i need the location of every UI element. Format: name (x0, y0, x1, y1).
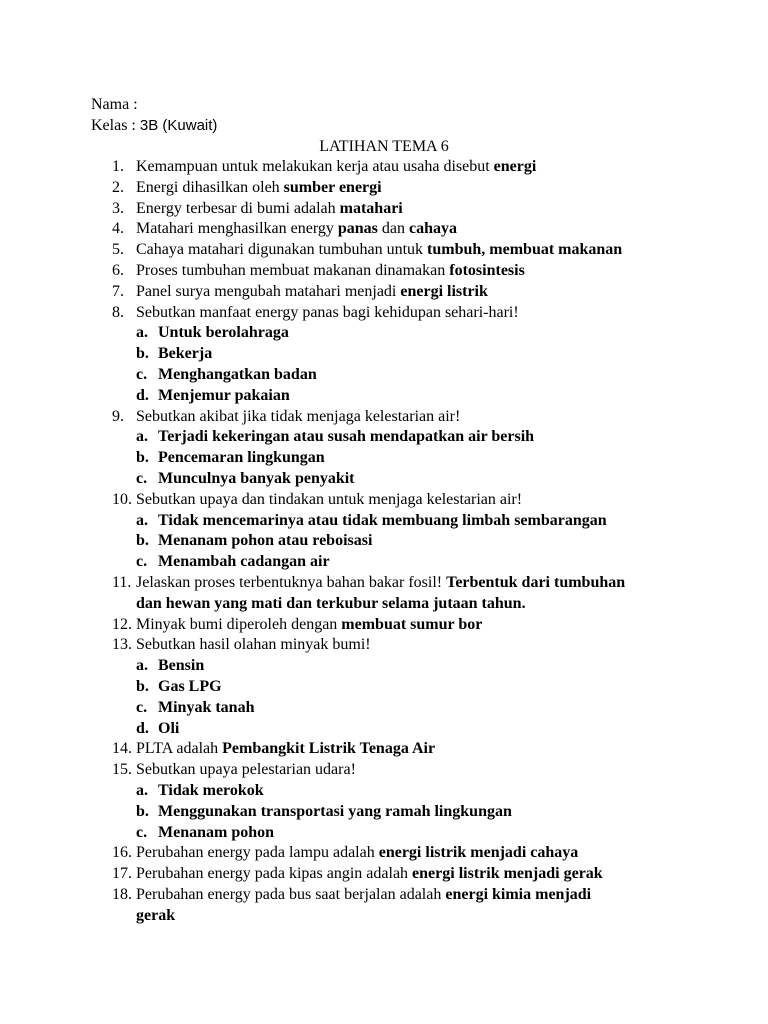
answer-option (0, 323, 768, 344)
question-number: 14. (112, 740, 132, 758)
question-answer-continued: gerak (136, 906, 176, 924)
question-number: 5. (112, 241, 124, 259)
option-letter: c. (136, 553, 148, 571)
answer-option (0, 386, 768, 407)
option-letter: b. (136, 532, 149, 550)
question-number: 13. (112, 636, 132, 654)
question-prompt: Matahari menghasilkan energy (136, 220, 338, 238)
question-text: Sebutkan upaya pelestarian udara! (136, 761, 356, 779)
option-letter: b. (136, 677, 149, 695)
question-text: Sebutkan upaya dan tindakan untuk menjaga kelestarian air! (136, 490, 523, 508)
kelas-label: Kelas : (91, 117, 140, 134)
option-text: Menambah cadangan air (158, 553, 330, 571)
question-number: 2. (112, 178, 124, 196)
option-text: Menjemur pakaian (158, 386, 290, 404)
question-11 (0, 573, 768, 615)
question-8 (0, 303, 768, 324)
question-text: Sebutkan manfaat energy panas bagi kehidupan sehari-hari! (136, 303, 519, 321)
question-answer: Pembangkit Listrik Tenaga Air (222, 740, 436, 758)
question-text (136, 573, 625, 594)
question-text (136, 885, 591, 906)
question-16 (0, 843, 768, 864)
question-number: 3. (112, 199, 124, 217)
question-prompt: Kemampuan untuk melakukan kerja atau usaha disebut (136, 158, 494, 175)
question-prompt: Perubahan energy pada lampu adalah (136, 844, 379, 862)
question-number: 7. (112, 282, 124, 300)
question-answer: tumbuh, membuat makanan (427, 241, 623, 259)
option-letter: b. (136, 802, 149, 820)
option-letter: a. (136, 781, 148, 799)
question-prompt: Perubahan energy pada bus saat berjalan adalah (136, 885, 446, 903)
option-letter: d. (136, 386, 149, 404)
question-2 (0, 178, 768, 199)
option-text: Bensin (158, 657, 205, 675)
question-prompt: Minyak bumi diperoleh dengan (136, 615, 342, 633)
question-number: 6. (112, 261, 124, 279)
option-letter: d. (136, 719, 149, 737)
question-answer-2: cahaya (409, 220, 457, 238)
question-answer: Terbentuk dari tumbuhan (446, 573, 626, 591)
question-prompt: Panel surya mengubah matahari menjadi (136, 282, 401, 300)
question-number: 10. (112, 490, 132, 508)
question-6 (0, 261, 768, 282)
question-answer: panas (337, 220, 378, 238)
answer-option (0, 677, 768, 698)
option-text: Tidak merokok (158, 781, 264, 799)
question-text (136, 261, 525, 282)
question-prompt: Perubahan energy pada kipas angin adalah (136, 865, 413, 883)
worksheet-title: LATIHAN TEMA 6 (319, 138, 449, 155)
question-text (136, 240, 622, 261)
question-17 (0, 864, 768, 885)
question-answer: energi kimia menjadi (445, 885, 592, 903)
option-text: Menanam pohon atau reboisasi (158, 532, 373, 550)
question-9 (0, 407, 768, 428)
question-3 (0, 199, 768, 220)
question-prompt: Proses tumbuhan membuat makanan dinamakan (136, 261, 450, 279)
answer-option (0, 469, 768, 490)
question-text (136, 219, 457, 240)
question-prompt: Cahaya matahari digunakan tumbuhan untuk (136, 241, 428, 259)
question-15 (0, 760, 768, 781)
option-letter: a. (136, 428, 148, 446)
question-number: 15. (112, 761, 132, 779)
answer-option (0, 365, 768, 386)
option-letter: c. (136, 365, 148, 383)
answer-option (0, 448, 768, 469)
question-answer-continued: dan hewan yang mati dan terkubur selama jutaan tahun. (136, 594, 526, 612)
question-answer: membuat sumur bor (341, 615, 483, 633)
option-text: Untuk berolahraga (158, 324, 289, 342)
question-number: 18. (112, 885, 132, 903)
question-14 (0, 739, 768, 760)
question-list (0, 157, 768, 926)
question-1 (0, 157, 768, 178)
option-text: Gas LPG (158, 677, 222, 695)
question-12 (0, 615, 768, 636)
question-prompt: Jelaskan proses terbentuknya bahan bakar fosil! (136, 573, 447, 591)
question-number: 8. (112, 303, 124, 321)
question-number: 1. (112, 158, 124, 175)
answer-option (0, 698, 768, 719)
option-text: Oli (158, 719, 180, 737)
kelas-value: 3B (Kuwait) (139, 117, 218, 134)
answer-option (0, 552, 768, 573)
answer-option (0, 719, 768, 740)
nama-label: Nama : (91, 96, 138, 113)
option-text: Tidak mencemarinya atau tidak membuang limbah sembarangan (158, 511, 607, 529)
option-text: Munculnya banyak penyakit (158, 469, 355, 487)
option-letter: a. (136, 511, 148, 529)
question-text (136, 199, 403, 220)
answer-option (0, 344, 768, 365)
question-answer: energi listrik (400, 282, 488, 300)
option-letter: b. (136, 449, 149, 467)
answer-option (0, 656, 768, 677)
question-5 (0, 240, 768, 261)
question-4 (0, 219, 768, 240)
question-connector: dan (377, 220, 409, 238)
question-13 (0, 635, 768, 656)
answer-option (0, 531, 768, 552)
answer-option (0, 781, 768, 802)
question-text (136, 282, 488, 303)
question-prompt: Energy terbesar di bumi adalah (136, 199, 340, 217)
question-answer: energi listrik menjadi cahaya (378, 844, 579, 862)
question-text (136, 615, 482, 636)
option-text: Terjadi kekeringan atau susah mendapatkan air bersih (158, 428, 535, 446)
question-answer: sumber energi (283, 178, 382, 196)
answer-option (0, 802, 768, 823)
question-answer: energi listrik menjadi gerak (412, 865, 603, 883)
question-text: Sebutkan hasil olahan minyak bumi! (136, 636, 371, 654)
question-prompt: PLTA adalah (136, 740, 223, 758)
question-text (136, 843, 578, 864)
kelas-line (91, 115, 217, 136)
question-number: 4. (112, 220, 124, 238)
question-text (136, 864, 603, 885)
question-answer: fotosintesis (449, 261, 525, 279)
option-letter: b. (136, 345, 149, 363)
question-text: Sebutkan akibat jika tidak menjaga kelestarian air! (136, 407, 461, 425)
option-letter: a. (136, 324, 148, 342)
answer-option (0, 427, 768, 448)
question-text (136, 739, 435, 760)
option-text: Bekerja (158, 345, 213, 363)
option-text: Menghangatkan badan (158, 365, 317, 383)
option-text: Pencemaran lingkungan (158, 449, 325, 467)
question-answer: matahari (339, 199, 403, 217)
question-prompt: Energi dihasilkan oleh (136, 178, 284, 196)
question-number: 16. (112, 844, 132, 862)
option-letter: c. (136, 823, 148, 841)
answer-option (0, 511, 768, 532)
option-text: Minyak tanah (158, 698, 255, 716)
option-letter: a. (136, 657, 148, 675)
question-number: 9. (112, 407, 124, 425)
question-number: 11. (112, 573, 132, 591)
question-text (136, 157, 536, 178)
option-letter: c. (136, 469, 148, 487)
question-answer: energi (493, 158, 537, 175)
question-number: 17. (112, 865, 132, 883)
question-10 (0, 490, 768, 511)
answer-option (0, 823, 768, 844)
question-number: 12. (112, 615, 132, 633)
question-18 (0, 885, 768, 927)
question-text (136, 178, 382, 199)
option-letter: c. (136, 698, 148, 716)
option-text: Menanam pohon (158, 823, 275, 841)
option-text: Menggunakan transportasi yang ramah lingkungan (158, 802, 512, 820)
question-7 (0, 282, 768, 303)
